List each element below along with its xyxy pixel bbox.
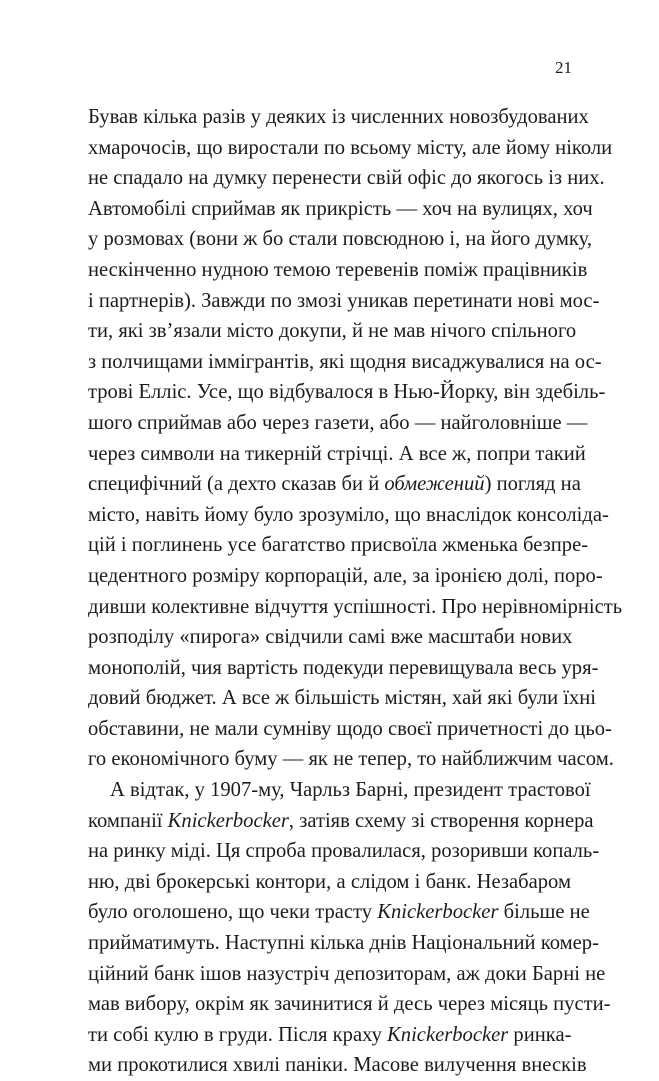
text-run: довий бюджет. А все ж більшість містян, хай які були їхні: [88, 687, 597, 710]
text-run: на ринку міді. Ця спроба провалилася, розоривши копаль-: [88, 840, 600, 863]
text-run: дивши колективне відчуття успішності. Про нерівномірність: [88, 595, 623, 618]
text-run: монополій, чия вартість подекуди перевищувала весь уря-: [88, 656, 599, 679]
text-line: [88, 897, 590, 928]
text-run: А відтак, у 1907-му, Чарльз Барні, президент трастової: [110, 779, 591, 802]
text-run: шого сприймав або через газети, або — найголовніше —: [88, 411, 588, 434]
text-run: розподілу «пирога» свідчили самі вже масштаби нових: [88, 626, 573, 649]
text-run: ) погляд на: [484, 473, 581, 496]
text-run: хмарочосів, що виростали по всьому місту, але йому ніколи: [88, 136, 613, 159]
text-line: [88, 439, 586, 470]
text-run: мав вибору, окрім як зачинитися й десь через місяць пусти-: [88, 993, 611, 1016]
text-run: Бував кілька разів у деяких із численних новозбудованих: [88, 106, 589, 128]
text-run: було оголошено, що чеки трасту: [88, 901, 378, 924]
text-run: ринка-: [508, 1023, 572, 1046]
text-run: і партнерів). Завжди по змозі уникав перетинати нові мос-: [88, 289, 600, 312]
text-line: [88, 286, 600, 317]
text-line: [88, 102, 589, 133]
text-line: [88, 744, 614, 775]
text-line: [88, 867, 571, 898]
text-line: [88, 255, 588, 286]
text-line: [88, 377, 606, 408]
text-run: , затіяв схему зі створення корнера: [288, 809, 594, 832]
text-line: [88, 959, 606, 990]
text-line: [88, 561, 603, 592]
text-run: ню, дві брокерські контори, а слідом і банк. Незабаром: [88, 870, 571, 893]
paragraph-2: [88, 775, 611, 1081]
italic-text: Knickerbocker: [377, 901, 499, 924]
text-run: го економічного буму — як не тепер, то найближчим часом.: [88, 748, 614, 771]
text-line: [88, 408, 588, 439]
text-line: [88, 530, 589, 561]
text-run: ми прокотилися хвилі паніки. Масове вилучення внесків: [88, 1054, 587, 1077]
text-line: [88, 622, 571, 653]
text-line: [88, 1020, 571, 1051]
text-line: [88, 653, 599, 684]
text-line: [88, 1050, 587, 1081]
text-line: [88, 928, 599, 959]
text-line: [88, 133, 613, 164]
italic-text: обмежений: [384, 473, 485, 496]
text-run: специфічний (а дехто сказав би й: [88, 473, 385, 496]
text-line: [88, 714, 612, 745]
text-run: цій і поглинень усе багатство присвоїла жменька безпре-: [88, 534, 589, 557]
text-run: ти, які зв’язали місто докупи, й не мав нічого спільного: [88, 320, 577, 343]
text-run: компанії: [88, 809, 168, 832]
text-run: через символи на тикерній стрічці. А все ж, попри такий: [88, 442, 586, 465]
text-run: з полчищами іммігрантів, які щодня висаджувалися на ос-: [88, 350, 602, 373]
text-line: [88, 194, 593, 225]
italic-text: Knickerbocker: [167, 809, 289, 832]
text-run: нескінченно нудною темою теревенів поміж працівників: [88, 258, 588, 281]
text-line: [88, 592, 623, 623]
text-line: [88, 500, 609, 531]
text-run: трові Елліс. Усе, що відбувалося в Нью-Йорку, він здебіль-: [88, 381, 606, 404]
text-line: [88, 316, 577, 347]
body-text: [88, 102, 623, 1081]
page-number: 21: [555, 58, 572, 77]
text-run: у розмовах (вони ж бо стали повсюдною і, на його думку,: [88, 228, 593, 251]
text-line: [88, 806, 594, 837]
text-line: [88, 836, 600, 867]
text-line: [88, 347, 602, 378]
paragraph-1: [88, 102, 623, 775]
text-run: більше не: [498, 901, 590, 924]
text-run: обставини, не мали сумніву щодо своєї причетності до цьо-: [88, 717, 612, 740]
text-run: ти собі кулю в груди. Після краху: [88, 1023, 388, 1046]
text-line: [88, 775, 591, 806]
text-line: [88, 469, 581, 500]
text-run: місто, навіть йому було зрозуміло, що внаслідок консоліда-: [88, 503, 609, 526]
italic-text: Knickerbocker: [387, 1023, 509, 1046]
text-run: Автомобілі сприймав як прикрість — хоч на вулицях, хоч: [88, 197, 593, 220]
text-run: не спадало на думку перенести свій офіс до якогось із них.: [88, 167, 605, 190]
text-line: [88, 683, 597, 714]
text-run: цедентного розміру корпорацій, але, за іронією долі, поро-: [88, 564, 603, 587]
text-line: [88, 989, 611, 1020]
text-line: [88, 163, 605, 194]
text-line: [88, 224, 593, 255]
text-run: прийматимуть. Наступні кілька днів Національний комер-: [88, 932, 599, 955]
text-run: ційний банк ішов назустріч депозиторам, аж доки Барні не: [88, 962, 606, 985]
